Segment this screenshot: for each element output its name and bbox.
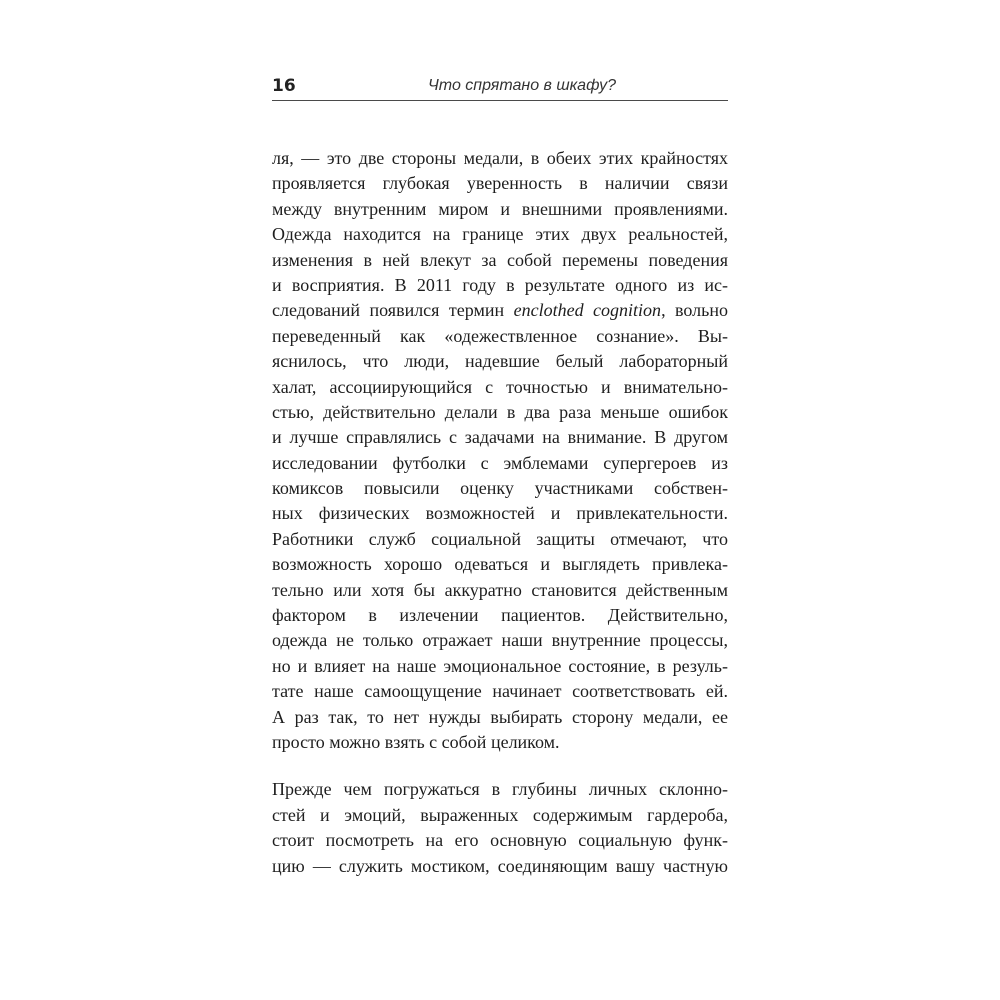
text-line: ных физических возможностей и привлекательности. (272, 503, 728, 524)
text-line: и восприятия. В 2011 году в результате одного из ис- (272, 274, 728, 295)
text-line: тельно или хотя бы аккуратно становится действенным (272, 579, 728, 600)
text-line: проявляется глубокая уверенность в наличии связи (272, 173, 728, 194)
paragraph (272, 146, 728, 755)
text-line: стью, действительно делали в два раза меньше ошибок (272, 401, 728, 422)
text-line: между внутренним миром и внешними проявлениями. (272, 198, 728, 219)
text-line: возможность хорошо одеваться и выглядеть привлека- (272, 554, 728, 575)
text-line: исследовании футболки с эмблемами супергероев из (272, 452, 728, 473)
running-head (272, 72, 728, 101)
text-line: ля, — это две стороны медали, в обеих этих крайностях (272, 148, 728, 168)
paragraph (272, 777, 728, 879)
running-title: Что спрятано в шкафу? (428, 77, 616, 94)
text-line: Одежда находится на границе этих двух реальностей, (272, 224, 728, 245)
text-line: цию — служить мостиком, соединяющим вашу частную (272, 855, 728, 876)
text-line: стоит посмотреть на его основную социальную функ- (272, 830, 728, 851)
text-line: и лучше справлялись с задачами на внимание. В другом (272, 427, 728, 448)
page-number: 16 (272, 76, 296, 96)
text-line: одежда не только отражает наши внутренние процессы, (272, 630, 728, 651)
text-line: фактором в излечении пациентов. Действительно, (272, 605, 728, 626)
text-line: тате наше самоощущение начинает соответствовать ей. (272, 681, 728, 702)
text-line: комиксов повысили оценку участниками собствен- (272, 478, 728, 499)
paragraph-gap (272, 755, 728, 777)
text-line: но и влияет на наше эмоциональное состояние, в резуль- (272, 655, 728, 676)
text-line (272, 298, 728, 323)
text-line: яснилось, что люди, надевшие белый лабораторный (272, 351, 728, 372)
text-line: изменения в ней влекут за собой перемены поведения (272, 249, 728, 270)
text-line: Прежде чем погружаться в глубины личных склонно- (272, 779, 728, 800)
text-line: Работники служб социальной защиты отмечают, что (272, 528, 728, 549)
text-line: А раз так, то нет нужды выбирать сторону медали, ее (272, 706, 728, 727)
text-line: переведенный как «одежествленное сознание». Вы- (272, 325, 728, 346)
body-text (272, 146, 728, 879)
text-segment: следований появился термин (272, 300, 514, 321)
text-line: халат, ассоциирующийся с точностью и внимательно- (272, 376, 728, 397)
text-line: просто можно взять с собой целиком. (272, 731, 560, 752)
italic-term: enclothed cognition (513, 300, 662, 321)
text-segment: , вольно (661, 300, 728, 321)
text-line: стей и эмоций, выраженных содержимым гардероба, (272, 804, 728, 825)
